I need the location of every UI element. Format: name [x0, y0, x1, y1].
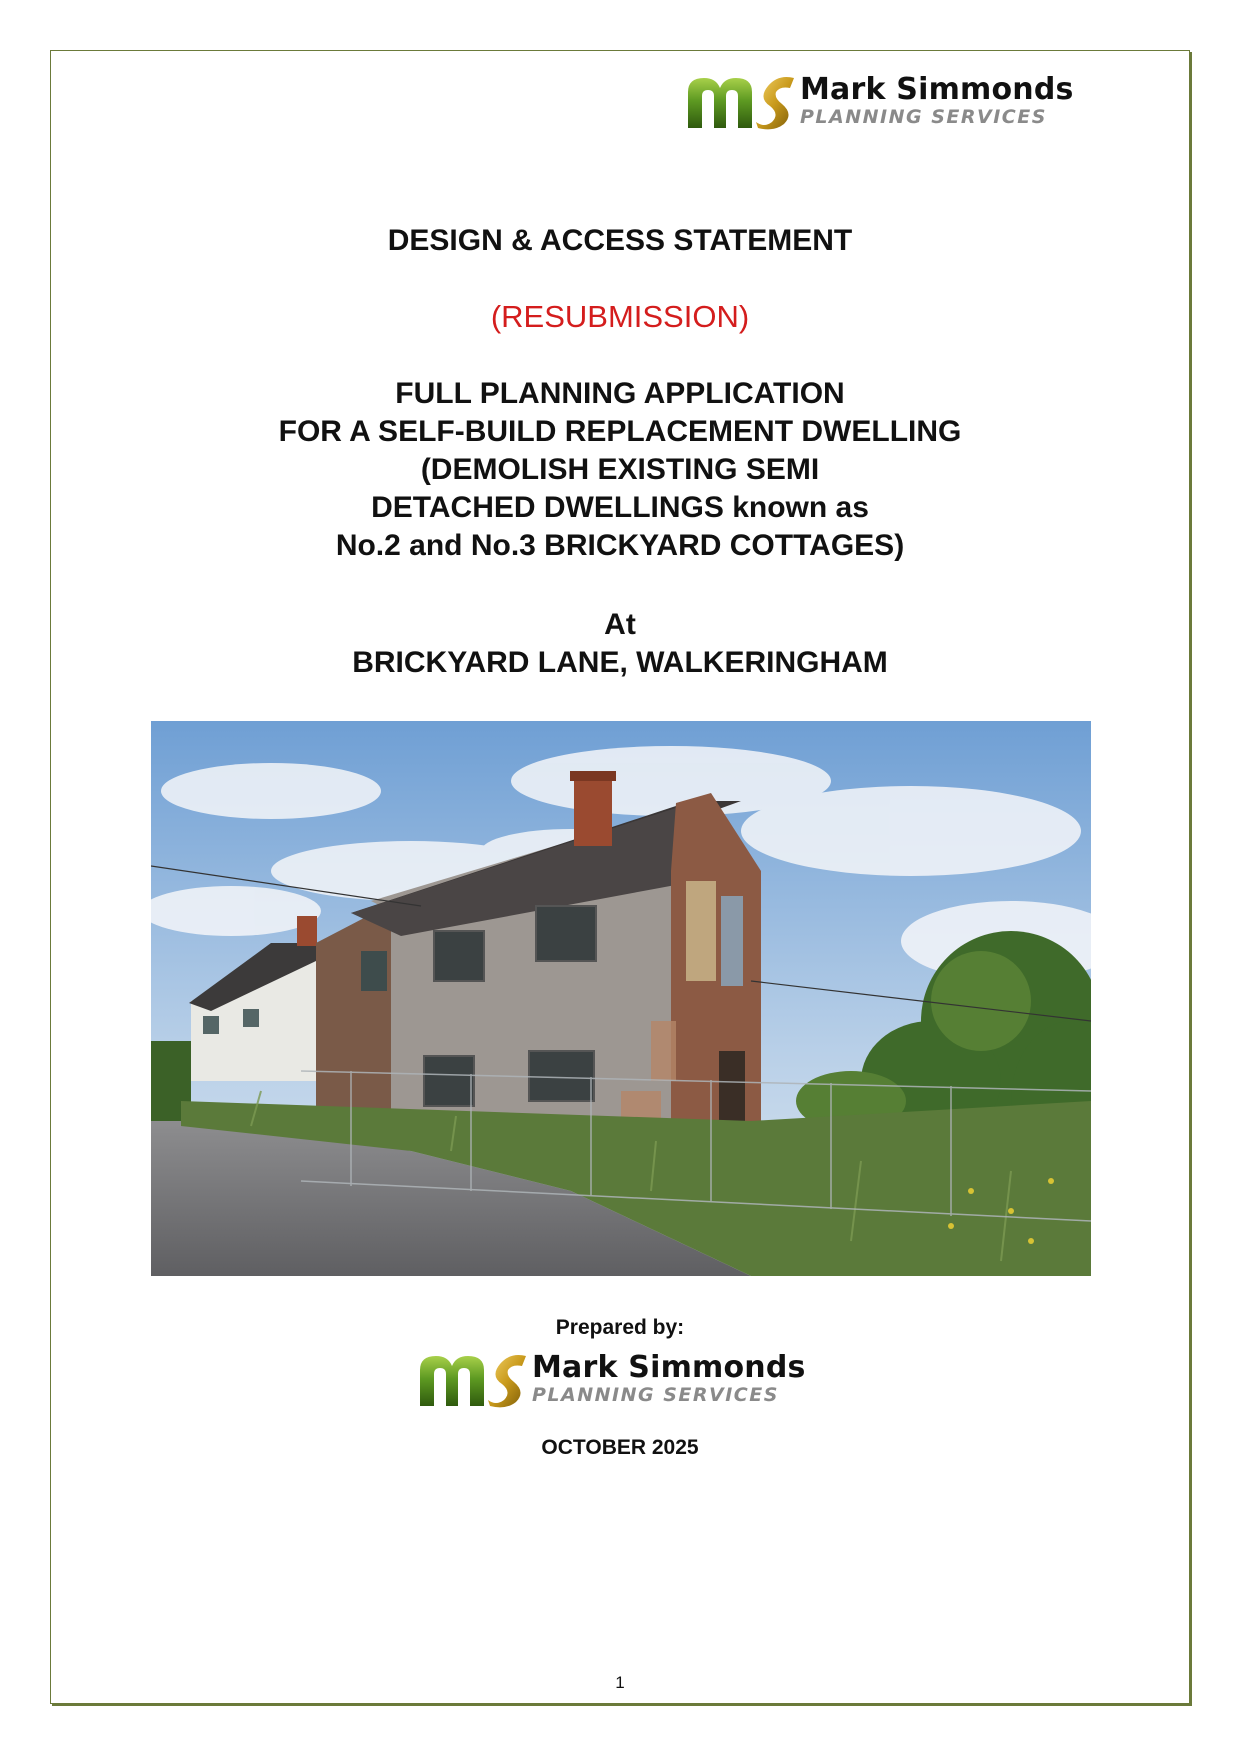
logo-company-name: Mark Simmonds — [800, 72, 1074, 107]
application-line-1: FULL PLANNING APPLICATION — [395, 377, 845, 410]
logo-subtitle: PLANNING SERVICES — [800, 106, 1047, 128]
logo-subtitle: PLANNING SERVICES — [532, 1384, 779, 1406]
ms-logo-mark-icon — [686, 72, 796, 130]
resubmission-label: (RESUBMISSION) — [490, 299, 750, 334]
prepared-by-label: Prepared by: — [555, 1316, 685, 1339]
company-logo-bottom — [418, 1350, 806, 1408]
site-location: BRICKYARD LANE, WALKERINGHAM — [352, 646, 888, 679]
application-line-2: FOR A SELF-BUILD REPLACEMENT DWELLING — [278, 415, 962, 448]
document-title: DESIGN & ACCESS STATEMENT — [387, 224, 853, 257]
page-number: 1 — [615, 1673, 625, 1692]
application-line-4: DETACHED DWELLINGS known as — [371, 491, 869, 524]
site-photograph — [151, 721, 1091, 1276]
logo-company-name: Mark Simmonds — [532, 1350, 806, 1385]
application-line-3: (DEMOLISH EXISTING SEMI — [420, 453, 820, 486]
document-date: OCTOBER 2025 — [541, 1436, 699, 1459]
at-label: At — [604, 608, 636, 641]
company-logo-top — [686, 72, 1074, 130]
application-line-5: No.2 and No.3 BRICKYARD COTTAGES) — [335, 529, 905, 562]
ms-logo-mark-icon — [418, 1350, 528, 1408]
